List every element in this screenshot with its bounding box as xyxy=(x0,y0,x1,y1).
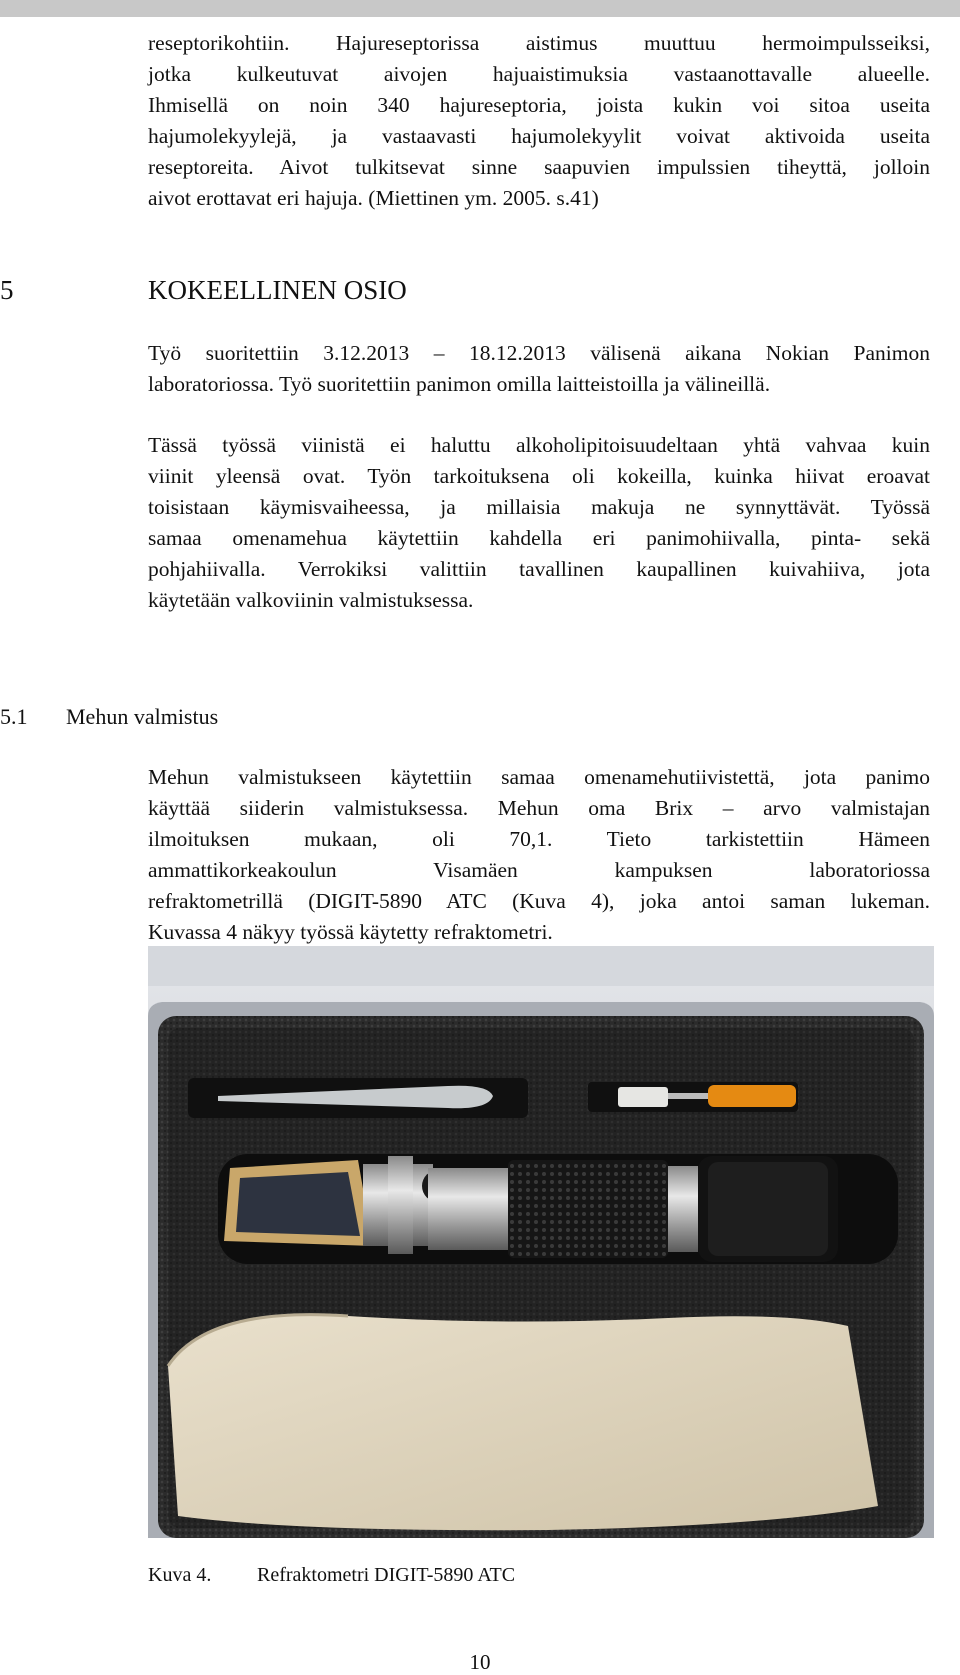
text-line: Kuvassa 4 näkyy työssä käytetty refraktometri. xyxy=(148,920,553,944)
section-title: KOKEELLINEN OSIO xyxy=(148,275,407,305)
text-line: laboratoriossa. Työ suoritettiin panimon omilla laitteistoilla ja välineillä. xyxy=(148,372,771,396)
text-line: reseptorikohtiin. Hajureseptorissa aistimus muuttuu hermoimpulsseiksi, xyxy=(148,31,930,55)
text-line: käytetään valkoviinin valmistuksessa. xyxy=(148,588,474,612)
text-line: aivot erottavat eri hajuja. (Miettinen ym. 2005. s.41) xyxy=(148,186,599,210)
text-line: käyttää siiderin valmistuksessa. Mehun oma Brix – arvo valmistajan xyxy=(148,796,930,820)
work-paragraph xyxy=(148,338,930,400)
text-line: reseptoreita. Aivot tulkitsevat sinne saapuvien impulssien tiheyttä, jolloin xyxy=(148,155,930,179)
section-number: 5 xyxy=(0,275,14,305)
purpose-paragraph xyxy=(148,430,930,616)
text-line: jotka kulkeutuvat aivojen hajuaistimuksia vastaanottavalle alueelle. xyxy=(148,62,930,86)
text-line: toisistaan käymisvaiheessa, ja millaisia makuja ne synnyttävät. Työssä xyxy=(148,495,930,519)
text-line: pohjahiivalla. Verrokiksi valittiin tavallinen kaupallinen kuivahiiva, jota xyxy=(148,557,930,581)
text-line: ilmoituksen mukaan, oli 70,1. Tieto tarkistettiin Hämeen xyxy=(148,827,930,851)
figure-caption: Refraktometri DIGIT-5890 ATC xyxy=(257,1564,516,1586)
text-line: Työ suoritettiin 3.12.2013 – 18.12.2013 välisenä aikana Nokian Panimon xyxy=(148,341,930,365)
page-number: 10 xyxy=(469,1650,491,1674)
text-line: samaa omenamehua käytettiin kahdella eri panimohiivalla, pinta- sekä xyxy=(148,526,930,550)
text-line: ammattikorkeakoulun Visamäen kampuksen laboratoriossa xyxy=(148,858,930,882)
text-line: refraktometrillä (DIGIT-5890 ATC (Kuva 4), joka antoi saman lukeman. xyxy=(148,889,930,913)
text-line: Mehun valmistukseen käytettiin samaa omenamehutiivistettä, jota panimo xyxy=(148,765,930,789)
text-line: hajumolekyylejä, ja vastaavasti hajumolekyylit voivat aktivoida useita xyxy=(148,124,930,148)
text-line: Tässä työssä viinistä ei haluttu alkoholipitoisuudeltaan yhtä vahvaa kuin xyxy=(148,433,930,457)
text-line: viinit yleensä ovat. Työn tarkoituksena oli kokeilla, kuinka hiivat eroavat xyxy=(148,464,930,488)
juice-paragraph xyxy=(148,762,930,948)
refractometer-photo xyxy=(148,946,934,1538)
figure-label: Kuva 4. xyxy=(148,1564,212,1586)
text-line: Ihmisellä on noin 340 hajureseptoria, joista kukin voi sitoa useita xyxy=(148,93,930,117)
page-top-bar xyxy=(0,0,960,17)
intro-paragraph xyxy=(148,28,930,214)
section-number: 5.1 xyxy=(0,704,28,729)
section-title: Mehun valmistus xyxy=(66,704,219,729)
